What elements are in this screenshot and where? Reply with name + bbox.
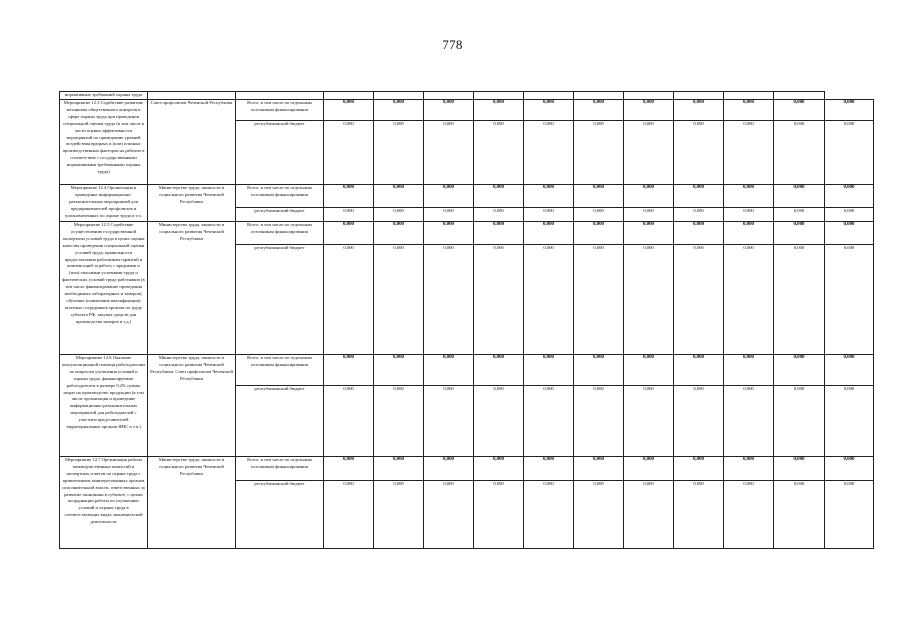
budget-value-cell: 0,000	[424, 481, 474, 549]
total-value-cell: 0,000	[424, 185, 474, 208]
funding-source-total-cell: Всего, в том числе по отдельным источникам финансирования	[236, 457, 324, 481]
budget-value-cell: 0,000	[424, 386, 474, 457]
budget-value-cell: 0,000	[374, 121, 424, 185]
total-value-cell: 0,000	[324, 355, 374, 386]
table-row-total	[60, 222, 874, 245]
funding-source-budget-cell: республиканский бюджет	[236, 481, 324, 549]
empty-cell	[236, 92, 324, 100]
total-value-cell: 0,000	[374, 100, 424, 121]
executor-cell: Союз профсоюзов Чеченской Республики	[148, 100, 236, 185]
total-value-cell: 0,000	[574, 222, 624, 245]
total-value-cell: 0,000	[324, 222, 374, 245]
total-value-cell: 0,000	[774, 222, 825, 245]
event-cell: Мероприятие 12.4 Организация и проведение информационно-разъяснительных мероприятий для предпринимателей профсоюзов и уполномоченных по охране труда и т.п.	[60, 185, 148, 222]
event-cell: Мероприятие 12.3 Содействие развитию механизма общественного контроля в сфере охраны труда при проведении специальной оценки труда (в том числе в части оценки эффективности мероприятий по приведению уровней воздействия вредных и (или) опасных производственных факторов на рабочих в соответствие с государственными нормативными требованиями охраны труда)	[60, 100, 148, 185]
total-value-cell: 0,000	[424, 457, 474, 481]
total-value-cell: 0,000	[474, 185, 524, 208]
total-value-cell: 0,000	[624, 355, 674, 386]
total-value-cell: 0,000	[474, 100, 524, 121]
budget-value-cell: 0,000	[324, 386, 374, 457]
empty-cell	[774, 92, 825, 100]
total-value-cell: 0,000	[324, 100, 374, 121]
total-value-cell: 0,000	[674, 100, 724, 121]
total-value-cell: 0,000	[374, 222, 424, 245]
total-value-cell: 0,000	[574, 457, 624, 481]
table-row-total	[60, 100, 874, 121]
total-value-cell: 0,000	[524, 185, 574, 208]
budget-value-cell: 0,000	[574, 386, 624, 457]
budget-value-cell: 0,000	[724, 386, 774, 457]
table-row-continuation	[60, 92, 874, 100]
event-cell-continuation: нормативных требований охраны труда	[60, 92, 148, 100]
total-value-cell: 0,000	[724, 185, 774, 208]
budget-value-cell: 0,000	[574, 121, 624, 185]
budget-value-cell: 0,000	[724, 121, 774, 185]
total-value-cell: 0,000	[724, 457, 774, 481]
budget-value-cell: 0,000	[674, 386, 724, 457]
budget-value-cell: 0,000	[474, 386, 524, 457]
budget-value-cell: 0,000	[674, 245, 724, 355]
empty-cell	[474, 92, 524, 100]
total-value-cell: 0,000	[324, 185, 374, 208]
budget-value-cell: 0,000	[674, 208, 724, 222]
executor-cell: Министерство труда, занятости и социального развития Чеченской Республики	[148, 222, 236, 355]
executor-cell: Министерство труда, занятости и социального развития Чеченской Республики	[148, 457, 236, 549]
budget-value-cell: 0,000	[374, 481, 424, 549]
total-value-cell: 0,000	[524, 457, 574, 481]
table-row-total	[60, 457, 874, 481]
total-value-cell: 0,000	[524, 355, 574, 386]
budget-value-cell: 0,000	[724, 245, 774, 355]
event-cell: Мероприятие 12.6 Оказание консультационной помощи работодателям по вопросам улучшения условий и охраны труда, финансируемые работодателем в размере 0,2% суммы затрат на производство продукции (в том числе организация и проведение информационно-разъяснительных мероприятий для работодателей с участием представителей территориальных органов ФНС и т.п.)	[60, 355, 148, 457]
budget-value-cell: 0,000	[324, 208, 374, 222]
total-value-cell: 0,000	[825, 185, 874, 208]
empty-cell	[324, 92, 374, 100]
total-value-cell: 0,000	[424, 355, 474, 386]
total-value-cell: 0,000	[774, 457, 825, 481]
budget-value-cell: 0,000	[674, 121, 724, 185]
budget-value-cell: 0,000	[474, 481, 524, 549]
budget-value-cell: 0,000	[825, 121, 874, 185]
budget-value-cell: 0,000	[774, 121, 825, 185]
budget-value-cell: 0,000	[724, 481, 774, 549]
budget-value-cell: 0,000	[825, 208, 874, 222]
total-value-cell: 0,000	[825, 100, 874, 121]
event-cell: Мероприятие 12.5 Содействие осуществлению государственной экспертизы условий труда в целях оценки качества проведения специальной оценки условий труда, правильности предоставления работникам гарантий и компенсаций за работу с вредными и (или) опасными условиями труда и фактических условий труда работников (в том числе финансирование проведения необходимых лабораторных и замеров), обучение (повышение квалификации) штатных сотрудников органов по труду субъекта РФ, закупка средств для производства замеров и т.д.)	[60, 222, 148, 355]
budget-value-cell: 0,000	[524, 208, 574, 222]
budget-value-cell: 0,000	[424, 245, 474, 355]
total-value-cell: 0,000	[524, 100, 574, 121]
empty-cell	[524, 92, 574, 100]
table-row-total	[60, 355, 874, 386]
budget-value-cell: 0,000	[624, 121, 674, 185]
budget-value-cell: 0,000	[374, 208, 424, 222]
total-value-cell: 0,000	[374, 185, 424, 208]
budget-value-cell: 0,000	[674, 481, 724, 549]
funding-source-budget-cell: республиканский бюджет	[236, 386, 324, 457]
budget-value-cell: 0,000	[774, 208, 825, 222]
executor-cell: Министерство труда, занятости и социального развития Чеченской Республики	[148, 185, 236, 222]
total-value-cell: 0,000	[524, 222, 574, 245]
total-value-cell: 0,000	[574, 100, 624, 121]
total-value-cell: 0,000	[624, 100, 674, 121]
total-value-cell: 0,000	[474, 457, 524, 481]
budget-value-cell: 0,000	[624, 386, 674, 457]
table-body	[60, 92, 874, 549]
budget-value-cell: 0,000	[374, 386, 424, 457]
total-value-cell: 0,000	[624, 185, 674, 208]
budget-value-cell: 0,000	[524, 386, 574, 457]
total-value-cell: 0,000	[724, 222, 774, 245]
budget-value-cell: 0,000	[825, 481, 874, 549]
empty-cell	[624, 92, 674, 100]
budget-value-cell: 0,000	[825, 245, 874, 355]
total-value-cell: 0,000	[574, 185, 624, 208]
total-value-cell: 0,000	[674, 457, 724, 481]
budget-value-cell: 0,000	[624, 245, 674, 355]
total-value-cell: 0,000	[674, 185, 724, 208]
empty-cell	[374, 92, 424, 100]
funding-source-budget-cell: республиканский бюджет	[236, 121, 324, 185]
budget-value-cell: 0,000	[424, 121, 474, 185]
total-value-cell: 0,000	[474, 355, 524, 386]
funding-source-total-cell: Всего, в том числе по отдельным источникам финансирования	[236, 355, 324, 386]
budget-value-cell: 0,000	[524, 245, 574, 355]
total-value-cell: 0,000	[774, 355, 825, 386]
empty-cell	[674, 92, 724, 100]
total-value-cell: 0,000	[774, 185, 825, 208]
total-value-cell: 0,000	[674, 355, 724, 386]
total-value-cell: 0,000	[724, 100, 774, 121]
budget-value-cell: 0,000	[574, 481, 624, 549]
empty-cell	[574, 92, 624, 100]
total-value-cell: 0,000	[624, 457, 674, 481]
total-value-cell: 0,000	[825, 457, 874, 481]
budget-value-cell: 0,000	[624, 481, 674, 549]
event-cell: Мероприятие 12.7 Организация работы межведомственных комиссий и экспертных советов по охране труда с привлечением заинтересованных органов исполнительной власти, ответственных за развитие экономики в субъекте, с целью координации работы по улучшению условий и охраны труда в соответствующих видах экономической деятельности	[60, 457, 148, 549]
budget-value-cell: 0,000	[574, 245, 624, 355]
budget-value-cell: 0,000	[474, 245, 524, 355]
budget-value-cell: 0,000	[524, 121, 574, 185]
budget-value-cell: 0,000	[724, 208, 774, 222]
page-number: 778	[442, 37, 463, 52]
total-value-cell: 0,000	[424, 100, 474, 121]
budget-value-cell: 0,000	[574, 208, 624, 222]
total-value-cell: 0,000	[825, 222, 874, 245]
total-value-cell: 0,000	[825, 355, 874, 386]
funding-source-total-cell: Всего, в том числе по отдельным источникам финансирования	[236, 222, 324, 245]
budget-value-cell: 0,000	[474, 208, 524, 222]
total-value-cell: 0,000	[374, 355, 424, 386]
budget-value-cell: 0,000	[324, 121, 374, 185]
empty-cell	[724, 92, 774, 100]
total-value-cell: 0,000	[624, 222, 674, 245]
total-value-cell: 0,000	[574, 355, 624, 386]
budget-value-cell: 0,000	[524, 481, 574, 549]
funding-source-budget-cell: республиканский бюджет	[236, 208, 324, 222]
budget-value-cell: 0,000	[774, 481, 825, 549]
funding-table	[59, 91, 874, 549]
budget-value-cell: 0,000	[424, 208, 474, 222]
total-value-cell: 0,000	[674, 222, 724, 245]
budget-value-cell: 0,000	[825, 386, 874, 457]
funding-source-total-cell: Всего, в том числе по отдельным источникам финансирования	[236, 100, 324, 121]
funding-source-budget-cell: республиканский бюджет	[236, 245, 324, 355]
budget-value-cell: 0,000	[324, 481, 374, 549]
total-value-cell: 0,000	[774, 100, 825, 121]
table-row-total	[60, 185, 874, 208]
total-value-cell: 0,000	[474, 222, 524, 245]
empty-cell	[148, 92, 236, 100]
total-value-cell: 0,000	[724, 355, 774, 386]
total-value-cell: 0,000	[424, 222, 474, 245]
funding-source-total-cell: Всего, в том числе по отдельным источникам финансирования	[236, 185, 324, 208]
budget-value-cell: 0,000	[374, 245, 424, 355]
executor-cell: Министерство труда, занятости и социального развития Чеченской Республики. Союз профсоюзов Чеченской Республики	[148, 355, 236, 457]
budget-value-cell: 0,000	[774, 386, 825, 457]
budget-value-cell: 0,000	[324, 245, 374, 355]
total-value-cell: 0,000	[374, 457, 424, 481]
total-value-cell: 0,000	[324, 457, 374, 481]
budget-value-cell: 0,000	[474, 121, 524, 185]
empty-cell	[424, 92, 474, 100]
budget-value-cell: 0,000	[624, 208, 674, 222]
budget-value-cell: 0,000	[774, 245, 825, 355]
